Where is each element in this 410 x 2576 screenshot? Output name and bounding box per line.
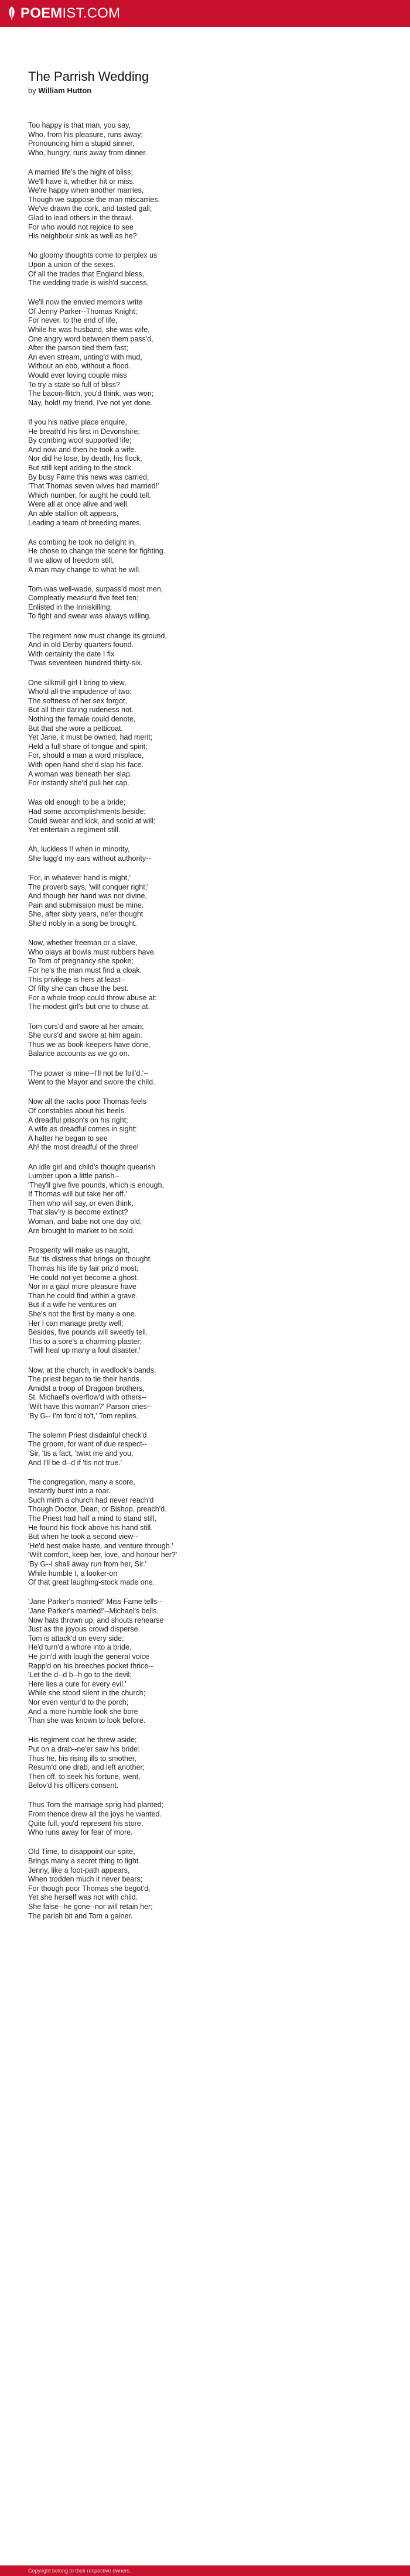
poem-line: Upon a union of the sexes. [28, 260, 115, 269]
poem-line: 'Twas seventeen hundred thirty-six. [28, 659, 143, 668]
stanza [28, 632, 380, 668]
poem-line: A married life's the hight of bliss; [28, 167, 133, 176]
site-footer [0, 2565, 410, 2576]
stanza [28, 251, 380, 288]
poem-line: A wife as dreadful comes in sight: [28, 1125, 137, 1134]
poem-line: Nor did he lose, by death, his flock, [28, 454, 142, 463]
poem-line: Tom curs'd and swore at her amain; [28, 1022, 144, 1031]
poem-body [28, 121, 380, 1921]
poem-line: Now all the racks poor Thomas feels [28, 1097, 146, 1106]
poem-line: This to a sore's a charming plaster; [28, 1337, 142, 1346]
poem-line: Then who will say, or even think, [28, 1199, 134, 1207]
poem-line: And though her hand was not divine, [28, 892, 147, 901]
poem-line: Her I can manage pretty well; [28, 1319, 124, 1328]
stanza [28, 585, 380, 621]
poem-line: He join'd with laugh the general voice [28, 1652, 149, 1661]
poem-line: His neighbour sink as well as he? [28, 232, 137, 241]
poem-line: One angry word between them pass'd, [28, 334, 153, 343]
poem-line: 'For, in whatever hand is might,' [28, 874, 131, 882]
poem-line: Ah! the most dreadful of the three! [28, 1143, 139, 1152]
poem-line: The Priest had half a mind to stand still, [28, 1514, 156, 1523]
stanza [28, 1097, 380, 1152]
poem-line: The regiment now must change its ground, [28, 631, 167, 640]
poem-line: Without an ebb, without a flood. [28, 362, 131, 371]
stanza [28, 121, 380, 158]
poem-line: After the parson tied them fast; [28, 344, 128, 353]
poem-line: We'll now the envied memoirs write [28, 298, 143, 307]
poem-line: Thomas his life by fair priz'd most; [28, 1264, 139, 1273]
stanza [28, 1431, 380, 1467]
site-header [0, 0, 410, 27]
poem-line: And I'll be d--d if 'tis not true.' [28, 1458, 122, 1467]
poem-line: 'Jane Parker's married!'--Michael's bells. [28, 1607, 159, 1615]
poem-line: We're happy when another marries, [28, 186, 144, 195]
poem-line: The priest began to tie their hands. [28, 1375, 142, 1384]
poem-line: For, should a man a word misplace, [28, 751, 144, 760]
stanza [28, 1848, 380, 1921]
poem-line: For a whole troop could throw abuse at: [28, 993, 157, 1002]
poem-line: Enlisted in the Inniskilling; [28, 603, 112, 611]
poem-line: And in old Derby quarters found. [28, 641, 134, 649]
poem-line: He'd turn'd a whore into a bride. [28, 1643, 132, 1652]
poem-line: Leading a team of breeding mares. [28, 518, 142, 527]
poem-line: Thus he, his rising ills to smother, [28, 1754, 136, 1763]
poem-line: The proverb says, 'will conquer right;' [28, 882, 149, 891]
poem-line: 'By G--I shall away run from her, Sir.' [28, 1560, 147, 1569]
poem-line: Yet entertain a regiment still. [28, 826, 121, 834]
logo-text-bold: POEM [20, 5, 63, 21]
poem-line: 'He could not yet become a ghost. [28, 1273, 139, 1282]
poem-line: If you his native place enquire, [28, 418, 127, 426]
stanza [28, 874, 380, 929]
poem-line: For though poor Thomas she begot'd, [28, 1884, 151, 1893]
poem-line: Brings many a secret thing to light. [28, 1857, 141, 1866]
poem-line: He found his flock above his hand still. [28, 1523, 153, 1532]
stanza [28, 798, 380, 834]
poem-line: Amidst a troop of Dragoon brothers, [28, 1384, 145, 1393]
poem-line: For who would not rejoice to see [28, 223, 134, 231]
poem-line: Who, from his pleasure, runs away; [28, 130, 143, 139]
poem-line: 'Wilt comfort, keep her, love, and honour her?' [28, 1551, 177, 1559]
poem-line: Old Time, to disappoint our spite, [28, 1848, 135, 1856]
poem-line: Lumber upon a little parish-- [28, 1172, 119, 1181]
poem-line: That slav'ry is become extinct? [28, 1208, 128, 1217]
poem-line: His regiment coat he threw aside; [28, 1736, 137, 1744]
poem-line: She's not the first by many a one. [28, 1310, 137, 1318]
poem-line: Such mirth a church had never reach'd [28, 1496, 154, 1504]
logo-text-thin: IST.COM [62, 5, 121, 21]
stanza [28, 538, 380, 574]
poem-line: With certainty the date I fix [28, 649, 115, 658]
poem-line: 'Jane Parker's married!' Miss Fame tells-- [28, 1597, 162, 1606]
stanza [28, 1069, 380, 1087]
poem-line: Though Doctor, Dean, or Bishop, preach'd. [28, 1505, 167, 1514]
poem-line: Belov'd his officers consent. [28, 1781, 119, 1790]
poem-line: A woman was beneath her slap, [28, 769, 132, 778]
poem-line: Who, hungry, runs away from dinner. [28, 148, 148, 157]
poem-line: Too happy is that man, you say, [28, 121, 131, 129]
poem-line: An even stream, unting'd with mud, [28, 353, 142, 361]
poem-line: Now hats thrown up, and shouts rehearse [28, 1616, 164, 1624]
poem-line: She'd nobly in a song be brought. [28, 919, 137, 928]
poem-line: Were all at once alive and well. [28, 500, 129, 509]
poem-line: 'Sir, 'tis a fact, 'twixt me and you; [28, 1449, 134, 1458]
poem-line: But all their daring rudeness not. [28, 706, 134, 714]
poem-line: 'That Thomas seven wives had married!' [28, 482, 159, 491]
poem-line: St. Michael's overflow'd with others-- [28, 1393, 147, 1402]
quill-pen-icon [7, 6, 16, 21]
poem-line: Now, whether freeman or a slave, [28, 939, 138, 947]
poem-line: Ah, luckless I! when in minority, [28, 845, 130, 854]
poem-line: Would ever loving couple miss [28, 371, 127, 380]
poem-line: He chose to change the scene for fighting. [28, 547, 166, 556]
poem-line: She false--he gone--nor will retain her; [28, 1903, 153, 1911]
poem-line: This privilege is hers at least-- [28, 975, 126, 984]
poem-line: Are brought to market to be sold. [28, 1226, 135, 1235]
stanza [28, 1736, 380, 1791]
poem-line: If Thomas will but take her off.' [28, 1190, 127, 1199]
poem-line: Of that great laughing-stock made one. [28, 1578, 155, 1587]
poem-line: Here lies a cure for every evil.' [28, 1679, 127, 1688]
poem-line: For he's the man must find a cloak. [28, 966, 142, 975]
poem-line: By busy Fame this news was carried, [28, 473, 149, 481]
poem-line: Who plays at bowls must rubbers have. [28, 947, 156, 956]
stanza [28, 1801, 380, 1837]
poem-line: Of fifty she can chuse the best. [28, 984, 129, 993]
poem-content [28, 69, 380, 1931]
poem-line: To try a state so full of bliss? [28, 380, 121, 389]
stanza [28, 679, 380, 788]
byline [28, 85, 380, 95]
poem-line: 'Wilt have this woman?' Parson cries-- [28, 1402, 152, 1411]
poem-line: But 'tis distress that brings on thought. [28, 1255, 152, 1264]
poem-line: But when he took a second view-- [28, 1532, 138, 1541]
poem-line: From thence drew all the joys he wanted. [28, 1810, 162, 1819]
poem-line: The solemn Priest disdainful check'd [28, 1431, 147, 1439]
poem-line: Compleatly measur'd five feet ten; [28, 594, 139, 603]
poem-line: Of constables about his heels. [28, 1106, 127, 1115]
stanza [28, 1246, 380, 1356]
stanza [28, 168, 380, 241]
poem-line: But if a wife he ventures on [28, 1301, 117, 1309]
poem-line: Now, at the church, in wedlock's bands, [28, 1366, 156, 1374]
poem-line: Nor even ventur'd to the porch; [28, 1698, 129, 1706]
poem-line: But still kept adding to the stock. [28, 463, 134, 472]
poem-line: Just as the joyous crowd disperse. [28, 1625, 141, 1634]
poem-line: Though we suppose the man miscarries. [28, 195, 160, 204]
poem-line: Of all the trades that England bless, [28, 269, 145, 278]
poem-line: She, after sixty years, ne'er thought [28, 910, 144, 919]
poem-line: Pain and submission must be mine. [28, 901, 144, 909]
poem-line: She lugg'd my ears without authority-- [28, 854, 151, 863]
poem-line: Held a full share of tongue and spirit; [28, 742, 148, 751]
poem-line: No gloomy thoughts come to perplex us [28, 251, 158, 260]
poem-line: Was old enough to be a bride; [28, 798, 126, 807]
poem-line: Glad to lead others in the thrawl. [28, 213, 134, 222]
poem-line: He breath'd his first in Devonshire; [28, 427, 140, 436]
poem-line: 'By G-- I'm forc'd to't,' Tom replies. [28, 1411, 139, 1420]
poem-line: A man may change to what he will. [28, 565, 141, 574]
poem-line: While she stood silent in the church; [28, 1689, 146, 1698]
poem-line: Than she was known to look before. [28, 1716, 146, 1725]
poem-line: Than he could find within a grave. [28, 1291, 138, 1300]
poem-line: But that she wore a petticoat. [28, 724, 123, 733]
poem-line: And a more humble look she bore [28, 1707, 138, 1716]
poem-line: The bacon-flitch, you'd think, was won; [28, 389, 154, 398]
stanza [28, 1163, 380, 1236]
poem-line: 'He'd best make haste, and venture through.' [28, 1541, 173, 1550]
stanza [28, 298, 380, 408]
poem-line: The softness of her sex forgot, [28, 696, 127, 705]
poem-line: By combing wool supported life; [28, 436, 132, 445]
poem-line: The modest girl's but one to chuse at. [28, 1003, 151, 1011]
poem-title: The Parrish Wedding [28, 69, 149, 84]
poem-line: Tom is attack'd on every side; [28, 1634, 124, 1643]
poem-line: With open hand she'd slap his face. [28, 760, 144, 769]
stanza [28, 1022, 380, 1059]
stanza [28, 1366, 380, 1421]
poem-line: For never, to the end of life, [28, 316, 118, 325]
stanza [28, 845, 380, 863]
stanza [28, 1597, 380, 1725]
poem-line: When trodden much it never bears; [28, 1875, 143, 1884]
stanza [28, 939, 380, 1012]
poem-line: Besides, five pounds will sweetly tell. [28, 1328, 148, 1337]
poem-line: Who runs away for fear of more. [28, 1828, 133, 1837]
byline-prefix: by [28, 86, 36, 95]
site-logo[interactable] [7, 0, 120, 27]
poem-line: The congregation, many a score, [28, 1477, 135, 1486]
poem-line: An able stallion oft appears, [28, 509, 119, 518]
poem-line: 'The power is mine--I'll not be foil'd.'-- [28, 1069, 149, 1077]
poem-line: The parish bit and Tom a gainer. [28, 1911, 133, 1920]
poem-line: Jenny, like a foot-path appears, [28, 1866, 130, 1874]
poem-line: Which number, for aught he could tell, [28, 491, 151, 500]
poem-line: An idle girl and child's thought quearish [28, 1162, 156, 1171]
poem-line: Tom was well-wade, surpass'd most men, [28, 584, 163, 593]
poem-line: Yet she herself was not with child. [28, 1893, 138, 1902]
poem-line: 'Twill heal up many a foul disaster,' [28, 1346, 141, 1355]
poem-line: Could swear and kick, and scold at will; [28, 816, 156, 825]
poem-line: The wedding trade is wish'd success, [28, 279, 149, 288]
poem-line: Went to the Mayor and swore the child. [28, 1078, 155, 1087]
poem-line: Resum'd one drab, and left another; [28, 1763, 145, 1772]
poem-line: Who'd all the impudence of two; [28, 687, 132, 696]
poem-line: We've drawn the cork, and tasted gall; [28, 204, 152, 213]
poem-line: A halter he began to see [28, 1134, 108, 1142]
poem-line: 'They'll give five pounds, which is enough, [28, 1181, 164, 1189]
poem-line: One silkmill girl I bring to view, [28, 678, 127, 687]
poem-line: Prosperity will make us naught, [28, 1246, 129, 1254]
poem-line: While humble I, a looker-on [28, 1569, 118, 1578]
poem-line: For instantly she'd pull her cap. [28, 779, 129, 788]
poem-line: Nay, hold! my friend, I've not yet done. [28, 398, 152, 407]
poem-line: To Tom of pregnancy she spoke; [28, 957, 134, 966]
poem-line: She curs'd and swore at him again. [28, 1031, 142, 1040]
poem-line: A dreadful prison's on his right; [28, 1116, 128, 1124]
copyright-text: Copyright belong to their respective owners. [28, 2568, 131, 2574]
poem-line: Quite full, you'd represent his store, [28, 1819, 144, 1828]
poem-line: If we allow of freedom still, [28, 556, 114, 565]
poem-line: Then off, to seek his fortune, went, [28, 1772, 141, 1781]
poem-line: And now and then he took a wife. [28, 445, 136, 454]
poem-line: Nothing the female could denote, [28, 715, 136, 723]
poem-line: As combing he took no delight in, [28, 538, 136, 546]
poem-line: We'll have it, whether hit or miss. [28, 177, 135, 186]
poem-line: Had some accomplishments beside; [28, 807, 146, 816]
poem-line: Instantly burst into a roar. [28, 1487, 111, 1496]
poem-line: Of Jenny Parker--Thomas Knight; [28, 307, 138, 316]
poem-line: Nor in a gaol more pleasure have [28, 1282, 136, 1291]
poem-line: The groom, for want of due respect-- [28, 1440, 147, 1449]
poem-line: Thus we as book-keepers have done, [28, 1040, 151, 1049]
poem-line: 'Let the d--d b--h go to the devil; [28, 1671, 132, 1679]
poem-line: Put on a drab--ne'er saw his bride: [28, 1744, 140, 1753]
poem-line: Pronouncing him a stupid sinner, [28, 139, 135, 148]
stanza [28, 418, 380, 528]
stanza [28, 1478, 380, 1588]
poem-line: Rapp'd on his breeches pocket thrice-- [28, 1661, 153, 1670]
poem-line: To fight and swear was always willing. [28, 612, 151, 621]
poem-line: While he was husband, she was wife, [28, 326, 150, 334]
poem-line: Yet Jane, it must be owned, had merit; [28, 733, 153, 742]
poem-line: Balance accounts as we go on. [28, 1049, 130, 1058]
poem-line: Thus Tom the marriage sprig had planted; [28, 1801, 164, 1809]
author-link[interactable]: William Hutton [38, 86, 92, 95]
poem-line: Woman, and babe not one day old, [28, 1217, 142, 1226]
